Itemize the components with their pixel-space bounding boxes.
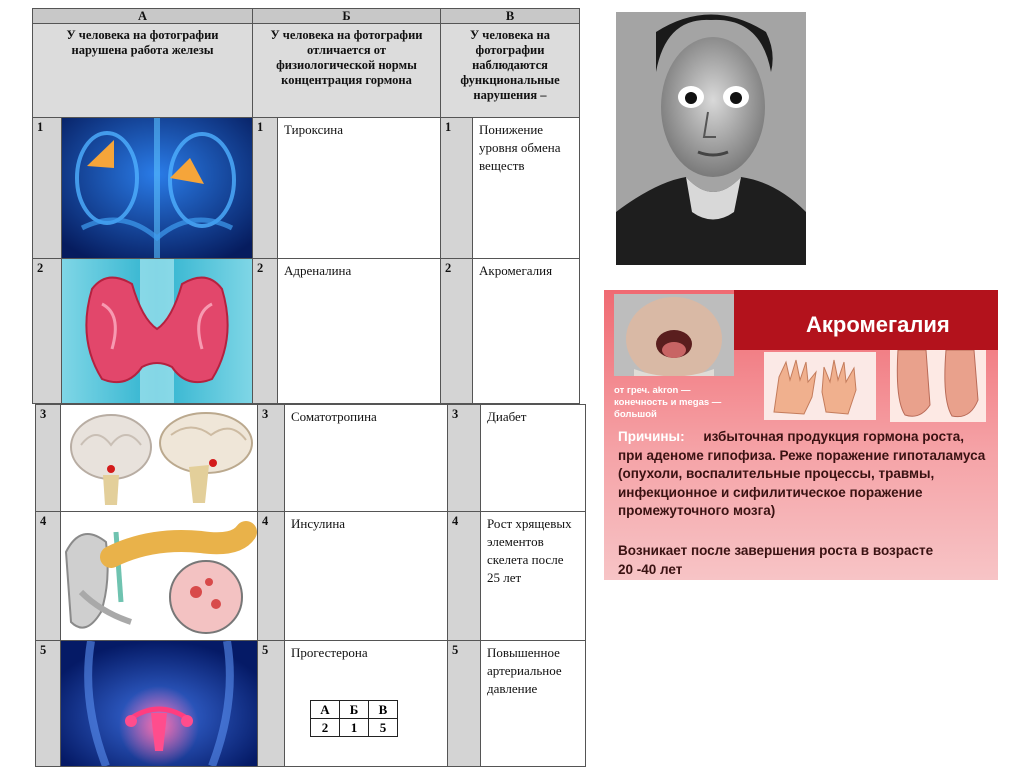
column-b-letter: Б [252,8,441,24]
row-2-effect: Акромегалия [472,258,580,404]
column-a-header: У человека на фотографии нарушена работа железы [32,23,253,118]
etymology-line-2: конечность и megas — [614,397,722,408]
row-1-number-v: 1 [440,117,473,259]
acromegaly-face-photo [614,294,734,376]
row-5-number-v: 5 [447,640,481,767]
etymology-line-3: большой [614,409,657,420]
acromegaly-hands-photo [764,352,876,420]
row-3-effect: Диабет [480,404,586,512]
answer-header-v: В [369,701,398,719]
row-4-effect: Рост хрящевых элементов скелета после 25 лет [480,511,586,641]
acromegaly-onset: Возникает после завершения роста в возрасте 20 -40 лет [618,543,934,577]
row-5-hormone: Прогестерона [284,640,448,767]
column-v-letter: В [440,8,580,24]
row-4-number-v: 4 [447,511,481,641]
column-b-header: У человека на фотографии отличается от физиологической нормы концентрация гормона [252,23,441,118]
answer-value-v: 5 [369,719,398,737]
acromegaly-etymology [614,385,764,421]
row-4-number-b: 4 [257,511,285,641]
portrait-photo [616,12,806,265]
image-thyroid-gland [61,258,253,404]
image-pancreas [60,511,258,641]
causes-label: Причины: [618,429,685,444]
row-2-number-a: 2 [32,258,62,404]
row-5-number-a: 5 [35,640,61,767]
image-ovaries-uterus [60,640,258,767]
answer-value-a: 2 [311,719,340,737]
row-3-number-a: 3 [35,404,61,512]
row-5-effect: Повышенное артериальное давление [480,640,586,767]
row-2-number-v: 2 [440,258,473,404]
acromegaly-title: Акромегалия [806,312,950,337]
row-1-number-a: 1 [32,117,62,259]
etymology-line-1: от греч. akron — [614,385,691,396]
row-3-number-b: 3 [257,404,285,512]
row-1-effect: Понижение уровня обмена веществ [472,117,580,259]
answer-value-b: 1 [340,719,369,737]
causes-text: избыточная продукция гормона роста, при аденоме гипофиза. Реже поражение гипоталамуса (опухоли, воспалительные процессы, травмы, инфекционное и сифилитическое поражение промежуточного мозга) [618,429,986,518]
row-3-hormone: Соматотропина [284,404,448,512]
row-3-number-v: 3 [447,404,481,512]
image-pituitary-brain [60,404,258,512]
answer-header-a: А [311,701,340,719]
row-2-number-b: 2 [252,258,278,404]
acromegaly-causes [618,428,992,521]
acromegaly-panel [604,290,998,580]
row-1-number-b: 1 [252,117,278,259]
acromegaly-feet-photo [890,350,986,422]
column-a-letter: А [32,8,253,24]
answer-table [310,700,398,737]
row-2-hormone: Адреналина [277,258,441,404]
image-adrenal-glands [61,117,253,259]
row-1-hormone: Тироксина [277,117,441,259]
row-4-number-a: 4 [35,511,61,641]
row-4-hormone: Инсулина [284,511,448,641]
row-5-number-b: 5 [257,640,285,767]
column-v-header: У человека на фотографии наблюдаются функциональные нарушения – [440,23,580,118]
answer-header-b: Б [340,701,369,719]
